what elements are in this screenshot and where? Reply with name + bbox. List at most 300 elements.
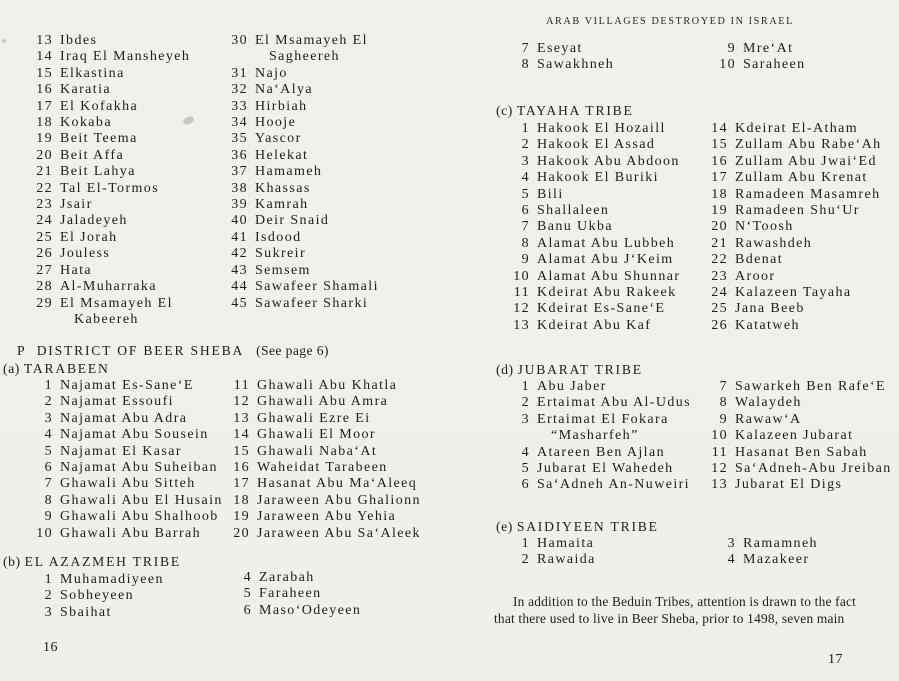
village-number: 41 [231,229,248,245]
village-name: Ghawali Abu Amra [257,394,389,410]
village-name: Ramamneh [743,536,818,551]
village-name: Zarabah [259,570,315,585]
village-number: 2 [521,395,530,411]
village-row [692,379,892,395]
village-number: 5 [521,186,530,202]
village-name: Ramadeen Masamreh [735,186,881,202]
village-name: Hakook El Buriki [537,170,659,186]
village-row [212,246,379,262]
village-number: 23 [36,197,53,213]
village-name: Banu Ukba [537,219,613,235]
village-row [17,246,190,262]
village-name: Rawashdeh [735,235,813,251]
village-row [17,572,164,588]
village-row [212,148,379,164]
village-row [692,236,882,252]
village-number: 6 [521,203,530,219]
village-name: Jaraween Abu Ghalionn [257,492,421,508]
village-number: 37 [231,164,248,180]
village-row [212,197,379,213]
village-number-blank [494,428,530,444]
village-number: 28 [36,279,53,295]
village-name: Ghawali Abu Barrah [60,525,202,541]
village-name: Hata [60,262,93,278]
azazmeh-continued-col1 [494,41,614,74]
village-name: Walaydeh [735,395,802,411]
village-number: 7 [719,379,728,394]
village-number: 3 [44,410,53,426]
saidiyeen-list-col1 [494,536,596,569]
village-row [214,476,421,492]
village-row [17,49,190,65]
village-row [494,477,691,493]
village-row [692,445,892,461]
village-name: El Jorah [60,229,118,245]
page-number-right: 17 [828,652,843,667]
scan-speck [2,39,6,43]
village-row [212,181,379,197]
village-name: Kdeirat Es-Sane‘E [537,301,666,317]
village-number: 3 [521,153,530,169]
village-number: 7 [521,219,530,235]
village-number: 5 [243,586,252,602]
village-row [494,137,680,153]
village-row [17,526,223,542]
village-number: 14 [711,121,728,136]
village-name: Abu Jaber [537,379,607,394]
village-number-blank [17,312,53,328]
section-d-label: (d) [496,362,514,377]
village-name: Hasanat Ben Sabah [735,444,868,460]
running-header: ARAB VILLAGES DESTROYED IN ISRAEL [546,16,794,27]
village-row [212,131,379,147]
village-number: 13 [233,410,250,426]
tarabeen-list-col2 [214,378,421,542]
village-name: Najamat El Kasar [60,443,182,459]
village-number: 12 [513,301,530,317]
village-name: Khassas [255,180,311,196]
village-name: Kdeirat Abu Kaf [537,317,652,333]
section-e-label: (e) [496,519,513,534]
village-number: 12 [233,394,250,410]
district-title: DISTRICT OF BEER SHEBA [36,343,245,358]
village-number: 19 [36,131,53,147]
village-number: 9 [727,41,736,56]
village-name-continuation: “Masharfeh” [551,428,639,444]
village-row [17,460,223,476]
village-row [692,252,882,268]
village-row [494,412,691,428]
village-row [494,395,691,411]
village-row [17,394,223,410]
village-row [700,41,806,57]
village-name: Jsair [60,197,93,213]
village-row [494,170,680,186]
village-name: Najamat Essoufi [60,394,174,410]
closing-paragraph [494,593,880,627]
village-name: Kdeirat El-Atham [735,121,859,136]
village-name: Muhamadiyeen [60,572,164,587]
village-name: Semsem [255,262,311,278]
village-number: 40 [231,213,248,229]
section-a-title: TARABEEN [23,361,110,376]
village-row [17,197,190,213]
tarabeen-list-col1 [17,378,223,542]
village-row [494,121,680,137]
village-number: 34 [231,115,248,131]
section-b-label: (b) [3,554,21,569]
village-row [17,493,223,509]
village-name: El Kofakha [60,98,139,114]
village-row [17,605,164,621]
village-name: Jaraween Abu Yehia [257,509,397,525]
village-row [692,170,882,186]
village-name-continuation: Sagheereh [269,49,340,65]
village-number: 21 [711,235,728,251]
village-name: Hakook Abu Abdoon [537,153,680,169]
jubarat-list-col1 [494,379,691,494]
village-number: 10 [719,57,736,73]
village-number: 8 [44,492,53,508]
village-name: Hakook El Assad [537,137,656,153]
village-number-blank [212,49,248,65]
village-row [692,269,882,285]
village-number: 18 [233,492,250,508]
village-name: Sa‘Adneh-Abu Jreiban [735,461,892,477]
village-number: 2 [44,588,53,604]
village-row [692,219,882,235]
village-number: 13 [513,317,530,333]
village-name: Sawafeer Sharki [255,295,369,311]
village-name: Kalazeen Jubarat [735,428,854,444]
district-heading [17,342,329,360]
village-number: 27 [36,262,53,278]
village-name: Jubarat El Digs [735,477,843,493]
village-row [494,379,691,395]
village-number: 44 [231,279,248,295]
village-name: Saraheen [743,57,806,73]
village-row [700,552,818,568]
village-row [494,445,691,461]
village-row [214,378,421,394]
village-name: Shallaleen [537,203,610,219]
village-name: Hamaita [537,536,595,551]
village-name: Najamat Abu Adra [60,410,188,426]
village-row [214,394,421,410]
village-number: 6 [521,477,530,493]
village-number: 9 [719,411,728,427]
village-row-continuation [17,312,190,328]
scan-speck [2,372,5,375]
village-number: 4 [44,427,53,443]
section-d-heading [496,361,643,379]
village-row [692,121,882,137]
paragraph-line: that there used to live in Beer Sheba, prior to 1498, seven main [494,611,845,627]
village-name: Bdenat [735,252,784,268]
village-name: Rawaida [537,552,596,568]
village-row [494,41,614,57]
village-name: Kdeirat Abu Rakeek [537,285,677,301]
village-row [214,493,421,509]
village-number: 8 [719,395,728,411]
village-row [212,213,379,229]
village-name: Bili [537,186,564,202]
village-number: 25 [711,301,728,317]
village-row [212,66,379,82]
village-row [494,236,680,252]
paragraph-line: In addition to the Beduin Tribes, attention is drawn to the fact [513,594,857,609]
village-number: 15 [233,443,250,459]
village-name: Ghawali Abu Khatla [257,378,398,393]
village-number: 8 [521,235,530,251]
village-row [700,536,818,552]
village-name: Faraheen [259,586,322,602]
village-number: 25 [36,229,53,245]
village-name: Yascor [255,131,302,147]
village-name: Sa‘Adneh An-Nuweiri [537,477,690,493]
village-name: Deir Snaid [255,213,330,229]
village-number: 1 [521,379,530,394]
village-name: Alamat Abu J‘Keim [537,252,674,268]
village-name: Iraq El Mansheyeh [60,49,191,65]
village-number: 1 [521,121,530,136]
section-d-title: JUBARAT TRIBE [517,362,643,377]
village-name: Karatia [60,82,111,98]
village-number: 7 [521,41,530,56]
village-row [494,536,596,552]
village-row [494,285,680,301]
village-row [212,279,379,295]
village-row [17,509,223,525]
village-name: Hirbiah [255,98,308,114]
village-name: Jana Beeb [735,301,805,317]
village-number: 20 [711,219,728,235]
village-number: 1 [521,536,530,551]
village-name-continuation: Kabeereh [74,311,139,327]
section-b-heading [3,553,181,571]
village-number: 7 [44,476,53,492]
village-number: 2 [521,137,530,153]
village-row [212,33,379,49]
village-number: 4 [727,552,736,568]
village-row [17,115,190,131]
village-number: 10 [513,268,530,284]
village-name: Mre‘At [743,41,794,56]
village-name: Rawaw‘A [735,411,802,427]
village-row [494,252,680,268]
village-name: Maso‘Odeyeen [259,602,362,618]
village-name: Jaladeyeh [60,213,128,229]
village-number: 24 [36,213,53,229]
village-name: Kamrah [255,197,309,213]
village-name: Ibdes [60,33,98,48]
village-name: Zullam Abu Rabe‘Ah [735,137,882,153]
village-number: 18 [36,115,53,131]
azazmeh-continued-col2 [700,41,806,74]
village-name: Hakook El Hozaill [537,121,666,136]
village-name: Sobheyeen [60,588,135,604]
village-number: 20 [233,525,250,541]
village-name: Isdood [255,229,302,245]
village-row [17,66,190,82]
village-number: 5 [521,461,530,477]
village-row [17,148,190,164]
village-row [214,460,421,476]
village-number: 30 [231,33,248,48]
village-name: Ghawali Naba‘At [257,443,378,459]
village-number: 10 [36,525,53,541]
village-number: 11 [711,444,728,460]
village-name: Hooje [255,115,297,131]
page-number-left: 16 [43,640,58,655]
village-name: Eseyat [537,41,583,56]
village-name: Al-Muharraka [60,279,157,295]
village-row [17,296,190,312]
village-number: 43 [231,262,248,278]
village-row [214,411,421,427]
village-row [17,99,190,115]
village-name: Jubarat El Wahedeh [537,461,674,477]
village-name: El Msamayeh El [255,33,368,48]
village-name: Ghawali Ezre Ei [257,410,371,426]
section-c-title: TAYAHA TRIBE [516,103,634,118]
village-name: Najo [255,65,288,81]
village-number: 6 [44,460,53,476]
village-name: Sawakhneh [537,57,615,73]
village-row [494,187,680,203]
village-number: 17 [36,98,53,114]
village-row [212,115,379,131]
village-name: Najamat Abu Suheiban [60,460,218,476]
village-row [17,476,223,492]
village-row [692,137,882,153]
village-number: 22 [36,180,53,196]
village-number: 19 [233,509,250,525]
village-name: Sukreir [255,246,307,262]
village-number: 22 [711,252,728,268]
village-row [214,444,421,460]
village-name: Beit Teema [60,131,138,147]
village-row [212,99,379,115]
village-number: 9 [44,509,53,525]
village-number: 11 [233,378,250,393]
village-number: 19 [711,203,728,219]
jubarat-list-col2 [692,379,892,494]
village-number: 38 [231,180,248,196]
village-number: 5 [44,443,53,459]
village-row [214,509,421,525]
village-number: 14 [233,427,250,443]
right-page [460,0,899,681]
village-name: Hamameh [255,164,323,180]
village-row [17,378,223,394]
village-row [212,263,379,279]
village-number: 12 [711,461,728,477]
village-name: Waheidat Tarabeen [257,460,388,476]
village-row [494,154,680,170]
village-row [494,461,691,477]
village-row [17,181,190,197]
village-number: 26 [711,317,728,333]
village-row [212,230,379,246]
village-number: 16 [233,460,250,476]
village-name: Helekat [255,147,309,163]
district-note: (See page 6) [256,343,329,358]
village-number: 17 [711,170,728,186]
village-row [17,213,190,229]
village-row [494,552,596,568]
village-number: 3 [521,411,530,427]
azazmeh-list-col1 [17,572,164,621]
village-number: 2 [521,552,530,568]
village-row [692,203,882,219]
village-name: El Msamayeh El [60,295,173,311]
village-row [212,296,379,312]
village-number: 26 [36,246,53,262]
section-c-label: (c) [496,103,513,118]
village-row [17,411,223,427]
village-number: 4 [521,444,530,460]
village-number: 29 [36,295,53,311]
village-row [692,285,882,301]
village-number: 13 [711,477,728,493]
village-row [494,219,680,235]
section-e-heading [496,518,659,536]
village-row [17,164,190,180]
village-name: Sawarkeh Ben Rafe‘E [735,379,886,394]
village-number: 17 [233,476,250,492]
village-name: Beit Affa [60,147,125,163]
azazmeh-list-col2 [216,570,361,619]
village-row [494,203,680,219]
village-number: 18 [711,186,728,202]
district-letter: P [17,343,26,358]
village-row [17,82,190,98]
section-a-label: (a) [3,361,20,376]
village-name: Beit Lahya [60,164,136,180]
village-number: 16 [711,153,728,169]
village-row [494,301,680,317]
village-name: Ghawali Abu Sitteh [60,476,196,492]
village-row [212,82,379,98]
village-name: Ghawali El Moor [257,427,376,443]
village-row [494,269,680,285]
village-number: 9 [521,252,530,268]
village-row [700,57,806,73]
village-row [692,187,882,203]
village-name: Kokaba [60,115,112,131]
village-name: Najamat Es-Sane‘E [60,378,194,393]
village-name: Jouless [60,246,111,262]
village-number: 45 [231,295,248,311]
village-number: 31 [231,65,248,81]
village-number: 1 [44,572,53,587]
village-row [692,461,892,477]
village-name: N‘Toosh [735,219,794,235]
village-row [692,477,892,493]
village-number: 21 [36,164,53,180]
village-name: Najamat Abu Sousein [60,427,209,443]
section-b-title: EL AZAZMEH TRIBE [24,554,182,569]
village-name: Katatweh [735,317,800,333]
village-row [692,318,882,334]
village-number: 24 [711,285,728,301]
village-number: 23 [711,268,728,284]
village-name: Zullam Abu Krenat [735,170,868,186]
village-name: Na‘Alya [255,82,314,98]
village-row-continuation [494,428,691,444]
village-row [17,427,223,443]
